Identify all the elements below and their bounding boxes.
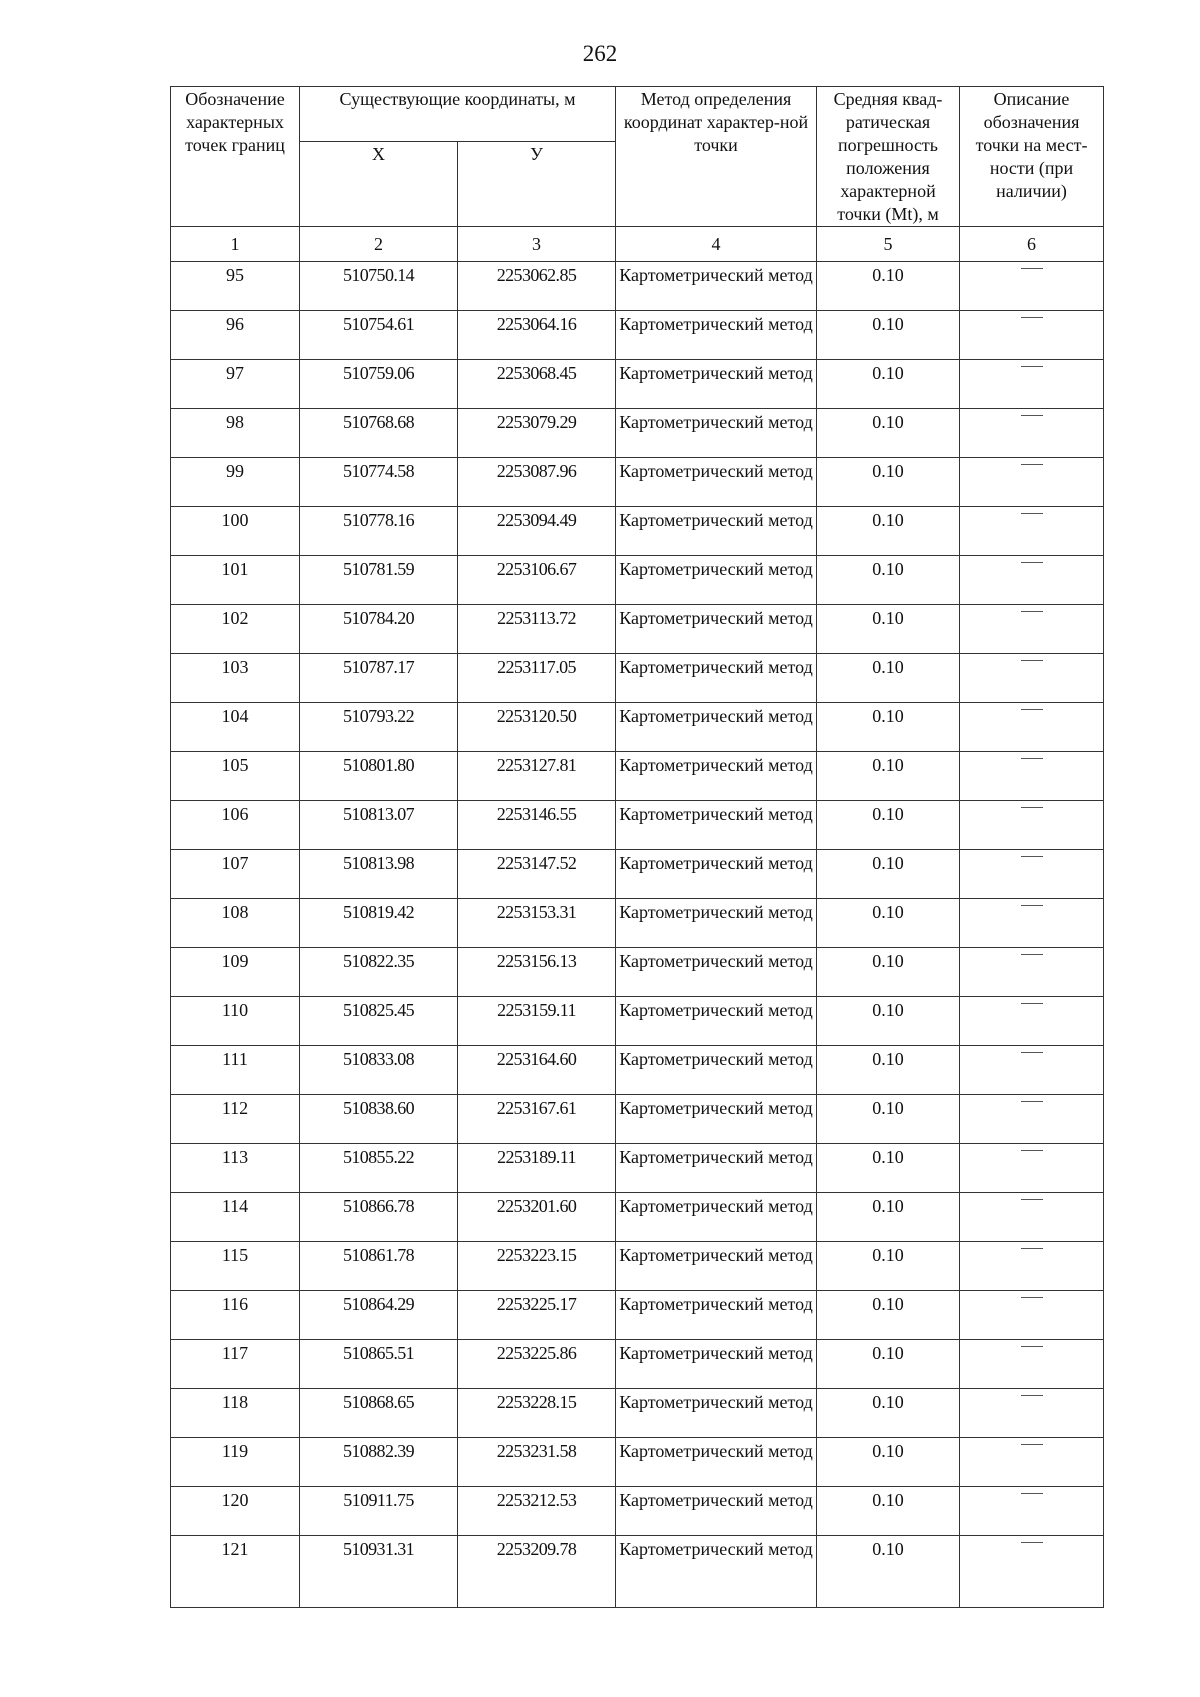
dash-mark bbox=[1021, 464, 1043, 465]
dash-mark bbox=[1021, 611, 1043, 612]
column-number: 4 bbox=[616, 227, 817, 262]
mt-value-cell: 0.10 bbox=[817, 409, 960, 458]
dash-mark bbox=[1021, 1003, 1043, 1004]
x-coordinate-cell: 510866.78 bbox=[300, 1193, 458, 1242]
x-coordinate-cell: 510865.51 bbox=[300, 1340, 458, 1389]
dash-mark bbox=[1021, 709, 1043, 710]
x-coordinate-cell: 510911.75 bbox=[300, 1487, 458, 1536]
point-number-cell: 103 bbox=[171, 654, 300, 703]
table-row bbox=[171, 1487, 1104, 1536]
description-cell bbox=[960, 850, 1104, 899]
description-cell bbox=[960, 1046, 1104, 1095]
mt-value-cell: 0.10 bbox=[817, 1242, 960, 1291]
point-number-cell: 119 bbox=[171, 1438, 300, 1487]
x-coordinate-cell: 510813.07 bbox=[300, 801, 458, 850]
y-coordinate-cell: 2253113.72 bbox=[458, 605, 616, 654]
table-row bbox=[171, 507, 1104, 556]
x-coordinate-cell: 510931.31 bbox=[300, 1536, 458, 1608]
y-coordinate-cell: 2253189.11 bbox=[458, 1144, 616, 1193]
method-cell: Картометрический метод bbox=[616, 948, 817, 997]
dash-mark bbox=[1021, 415, 1043, 416]
mt-value-cell: 0.10 bbox=[817, 507, 960, 556]
x-coordinate-cell: 510754.61 bbox=[300, 311, 458, 360]
method-cell: Картометрический метод bbox=[616, 360, 817, 409]
dash-mark bbox=[1021, 366, 1043, 367]
table-row bbox=[171, 1438, 1104, 1487]
y-coordinate-cell: 2253225.17 bbox=[458, 1291, 616, 1340]
mt-value-cell: 0.10 bbox=[817, 605, 960, 654]
dash-mark bbox=[1021, 1199, 1043, 1200]
description-cell bbox=[960, 899, 1104, 948]
y-coordinate-cell: 2253117.05 bbox=[458, 654, 616, 703]
method-cell: Картометрический метод bbox=[616, 801, 817, 850]
x-coordinate-cell: 510768.68 bbox=[300, 409, 458, 458]
dash-mark bbox=[1021, 1395, 1043, 1396]
y-coordinate-cell: 2253120.50 bbox=[458, 703, 616, 752]
dash-mark bbox=[1021, 660, 1043, 661]
method-cell: Картометрический метод bbox=[616, 752, 817, 801]
method-cell: Картометрический метод bbox=[616, 1193, 817, 1242]
point-number-cell: 108 bbox=[171, 899, 300, 948]
table-row bbox=[171, 801, 1104, 850]
y-coordinate-cell: 2253201.60 bbox=[458, 1193, 616, 1242]
mt-value-cell: 0.10 bbox=[817, 458, 960, 507]
dash-mark bbox=[1021, 1444, 1043, 1445]
x-coordinate-cell: 510801.80 bbox=[300, 752, 458, 801]
description-cell bbox=[960, 360, 1104, 409]
point-number-cell: 112 bbox=[171, 1095, 300, 1144]
point-number-cell: 114 bbox=[171, 1193, 300, 1242]
description-cell bbox=[960, 605, 1104, 654]
method-cell: Картометрический метод bbox=[616, 556, 817, 605]
table-row bbox=[171, 360, 1104, 409]
mt-value-cell: 0.10 bbox=[817, 1193, 960, 1242]
page-number: 262 bbox=[582, 41, 618, 66]
table-row bbox=[171, 1193, 1104, 1242]
mt-value-cell: 0.10 bbox=[817, 1487, 960, 1536]
table-row bbox=[171, 262, 1104, 311]
point-number-cell: 107 bbox=[171, 850, 300, 899]
point-number-cell: 100 bbox=[171, 507, 300, 556]
table-row bbox=[171, 1389, 1104, 1438]
mt-value-cell: 0.10 bbox=[817, 752, 960, 801]
point-number-cell: 96 bbox=[171, 311, 300, 360]
description-cell bbox=[960, 1340, 1104, 1389]
description-cell bbox=[960, 311, 1104, 360]
description-cell bbox=[960, 1291, 1104, 1340]
header-description: Описание обозначения точки на мест-ности (при наличии) bbox=[960, 87, 1104, 227]
point-number-cell: 95 bbox=[171, 262, 300, 311]
point-number-cell: 121 bbox=[171, 1536, 300, 1608]
point-number-cell: 111 bbox=[171, 1046, 300, 1095]
dash-mark bbox=[1021, 513, 1043, 514]
x-coordinate-cell: 510825.45 bbox=[300, 997, 458, 1046]
point-number-cell: 106 bbox=[171, 801, 300, 850]
mt-value-cell: 0.10 bbox=[817, 262, 960, 311]
y-coordinate-cell: 2253106.67 bbox=[458, 556, 616, 605]
description-cell bbox=[960, 458, 1104, 507]
table-row bbox=[171, 752, 1104, 801]
mt-value-cell: 0.10 bbox=[817, 1095, 960, 1144]
y-coordinate-cell: 2253094.49 bbox=[458, 507, 616, 556]
method-cell: Картометрический метод bbox=[616, 899, 817, 948]
method-cell: Картометрический метод bbox=[616, 1144, 817, 1193]
header-mean-square-error: Средняя квад-ратическая погрешность положения характерной точки (Mt), м bbox=[817, 87, 960, 227]
x-coordinate-cell: 510778.16 bbox=[300, 507, 458, 556]
point-number-cell: 102 bbox=[171, 605, 300, 654]
table-row bbox=[171, 556, 1104, 605]
dash-mark bbox=[1021, 317, 1043, 318]
point-number-cell: 109 bbox=[171, 948, 300, 997]
y-coordinate-cell: 2253228.15 bbox=[458, 1389, 616, 1438]
column-number: 1 bbox=[171, 227, 300, 262]
y-coordinate-cell: 2253223.15 bbox=[458, 1242, 616, 1291]
y-coordinate-cell: 2253146.55 bbox=[458, 801, 616, 850]
y-coordinate-cell: 2253087.96 bbox=[458, 458, 616, 507]
mt-value-cell: 0.10 bbox=[817, 1144, 960, 1193]
x-coordinate-cell: 510787.17 bbox=[300, 654, 458, 703]
x-coordinate-cell: 510750.14 bbox=[300, 262, 458, 311]
table-row bbox=[171, 458, 1104, 507]
x-coordinate-cell: 510822.35 bbox=[300, 948, 458, 997]
column-numbers-row bbox=[171, 227, 1104, 262]
table-row bbox=[171, 1291, 1104, 1340]
point-number-cell: 104 bbox=[171, 703, 300, 752]
dash-mark bbox=[1021, 1150, 1043, 1151]
method-cell: Картометрический метод bbox=[616, 703, 817, 752]
point-number-cell: 98 bbox=[171, 409, 300, 458]
dash-mark bbox=[1021, 268, 1043, 269]
point-number-cell: 105 bbox=[171, 752, 300, 801]
y-coordinate-cell: 2253068.45 bbox=[458, 360, 616, 409]
mt-value-cell: 0.10 bbox=[817, 1340, 960, 1389]
y-coordinate-cell: 2253064.16 bbox=[458, 311, 616, 360]
header-y: У bbox=[458, 142, 616, 227]
x-coordinate-cell: 510868.65 bbox=[300, 1389, 458, 1438]
table-row bbox=[171, 899, 1104, 948]
mt-value-cell: 0.10 bbox=[817, 703, 960, 752]
table-row bbox=[171, 1340, 1104, 1389]
method-cell: Картометрический метод bbox=[616, 507, 817, 556]
y-coordinate-cell: 2253209.78 bbox=[458, 1536, 616, 1608]
point-number-cell: 118 bbox=[171, 1389, 300, 1438]
mt-value-cell: 0.10 bbox=[817, 948, 960, 997]
x-coordinate-cell: 510793.22 bbox=[300, 703, 458, 752]
mt-value-cell: 0.10 bbox=[817, 1389, 960, 1438]
x-coordinate-cell: 510838.60 bbox=[300, 1095, 458, 1144]
dash-mark bbox=[1021, 954, 1043, 955]
description-cell bbox=[960, 997, 1104, 1046]
mt-value-cell: 0.10 bbox=[817, 1291, 960, 1340]
method-cell: Картометрический метод bbox=[616, 409, 817, 458]
y-coordinate-cell: 2253225.86 bbox=[458, 1340, 616, 1389]
x-coordinate-cell: 510819.42 bbox=[300, 899, 458, 948]
x-coordinate-cell: 510759.06 bbox=[300, 360, 458, 409]
point-number-cell: 110 bbox=[171, 997, 300, 1046]
dash-mark bbox=[1021, 1101, 1043, 1102]
x-coordinate-cell: 510813.98 bbox=[300, 850, 458, 899]
description-cell bbox=[960, 1193, 1104, 1242]
table-row bbox=[171, 1242, 1104, 1291]
table-row bbox=[171, 1536, 1104, 1608]
method-cell: Картометрический метод bbox=[616, 311, 817, 360]
table-row bbox=[171, 703, 1104, 752]
method-cell: Картометрический метод bbox=[616, 605, 817, 654]
point-number-cell: 97 bbox=[171, 360, 300, 409]
method-cell: Картометрический метод bbox=[616, 1095, 817, 1144]
x-coordinate-cell: 510882.39 bbox=[300, 1438, 458, 1487]
description-cell bbox=[960, 1438, 1104, 1487]
table-row bbox=[171, 948, 1104, 997]
point-number-cell: 101 bbox=[171, 556, 300, 605]
dash-mark bbox=[1021, 758, 1043, 759]
y-coordinate-cell: 2253164.60 bbox=[458, 1046, 616, 1095]
mt-value-cell: 0.10 bbox=[817, 997, 960, 1046]
point-number-cell: 117 bbox=[171, 1340, 300, 1389]
y-coordinate-cell: 2253231.58 bbox=[458, 1438, 616, 1487]
mt-value-cell: 0.10 bbox=[817, 360, 960, 409]
mt-value-cell: 0.10 bbox=[817, 311, 960, 360]
description-cell bbox=[960, 1389, 1104, 1438]
header-method: Метод определения координат характер-ной точки bbox=[616, 87, 817, 227]
description-cell bbox=[960, 1242, 1104, 1291]
method-cell: Картометрический метод bbox=[616, 262, 817, 311]
method-cell: Картометрический метод bbox=[616, 1487, 817, 1536]
column-number: 2 bbox=[300, 227, 458, 262]
method-cell: Картометрический метод bbox=[616, 1389, 817, 1438]
method-cell: Картометрический метод bbox=[616, 1046, 817, 1095]
table-row bbox=[171, 409, 1104, 458]
description-cell bbox=[960, 948, 1104, 997]
description-cell bbox=[960, 1095, 1104, 1144]
y-coordinate-cell: 2253079.29 bbox=[458, 409, 616, 458]
point-number-cell: 116 bbox=[171, 1291, 300, 1340]
dash-mark bbox=[1021, 807, 1043, 808]
dash-mark bbox=[1021, 905, 1043, 906]
table-row bbox=[171, 1095, 1104, 1144]
dash-mark bbox=[1021, 1542, 1043, 1543]
mt-value-cell: 0.10 bbox=[817, 1536, 960, 1608]
table-row bbox=[171, 1046, 1104, 1095]
x-coordinate-cell: 510864.29 bbox=[300, 1291, 458, 1340]
dash-mark bbox=[1021, 1052, 1043, 1053]
y-coordinate-cell: 2253062.85 bbox=[458, 262, 616, 311]
y-coordinate-cell: 2253212.53 bbox=[458, 1487, 616, 1536]
method-cell: Картометрический метод bbox=[616, 850, 817, 899]
description-cell bbox=[960, 1144, 1104, 1193]
column-number: 5 bbox=[817, 227, 960, 262]
mt-value-cell: 0.10 bbox=[817, 556, 960, 605]
column-number: 6 bbox=[960, 227, 1104, 262]
description-cell bbox=[960, 654, 1104, 703]
point-number-cell: 115 bbox=[171, 1242, 300, 1291]
mt-value-cell: 0.10 bbox=[817, 801, 960, 850]
header-point-designation: Обозначение характерных точек границ bbox=[171, 87, 300, 227]
y-coordinate-cell: 2253127.81 bbox=[458, 752, 616, 801]
y-coordinate-cell: 2253153.31 bbox=[458, 899, 616, 948]
description-cell bbox=[960, 1536, 1104, 1608]
dash-mark bbox=[1021, 856, 1043, 857]
table-row bbox=[171, 605, 1104, 654]
point-number-cell: 113 bbox=[171, 1144, 300, 1193]
column-number: 3 bbox=[458, 227, 616, 262]
point-number-cell: 120 bbox=[171, 1487, 300, 1536]
method-cell: Картометрический метод bbox=[616, 458, 817, 507]
x-coordinate-cell: 510861.78 bbox=[300, 1242, 458, 1291]
dash-mark bbox=[1021, 1493, 1043, 1494]
method-cell: Картометрический метод bbox=[616, 1340, 817, 1389]
method-cell: Картометрический метод bbox=[616, 997, 817, 1046]
coordinates-table bbox=[170, 86, 1104, 1608]
description-cell bbox=[960, 703, 1104, 752]
header-x: X bbox=[300, 142, 458, 227]
table-body bbox=[171, 262, 1104, 1608]
y-coordinate-cell: 2253167.61 bbox=[458, 1095, 616, 1144]
mt-value-cell: 0.10 bbox=[817, 1046, 960, 1095]
mt-value-cell: 0.10 bbox=[817, 850, 960, 899]
point-number-cell: 99 bbox=[171, 458, 300, 507]
header-existing-coordinates: Существующие координаты, м bbox=[300, 87, 616, 142]
description-cell bbox=[960, 556, 1104, 605]
method-cell: Картометрический метод bbox=[616, 654, 817, 703]
method-cell: Картометрический метод bbox=[616, 1438, 817, 1487]
dash-mark bbox=[1021, 1346, 1043, 1347]
description-cell bbox=[960, 262, 1104, 311]
mt-value-cell: 0.10 bbox=[817, 899, 960, 948]
table-row bbox=[171, 654, 1104, 703]
x-coordinate-cell: 510774.58 bbox=[300, 458, 458, 507]
table-row bbox=[171, 850, 1104, 899]
description-cell bbox=[960, 1487, 1104, 1536]
method-cell: Картометрический метод bbox=[616, 1242, 817, 1291]
mt-value-cell: 0.10 bbox=[817, 1438, 960, 1487]
y-coordinate-cell: 2253159.11 bbox=[458, 997, 616, 1046]
table-row bbox=[171, 311, 1104, 360]
description-cell bbox=[960, 752, 1104, 801]
dash-mark bbox=[1021, 1297, 1043, 1298]
description-cell bbox=[960, 801, 1104, 850]
y-coordinate-cell: 2253156.13 bbox=[458, 948, 616, 997]
method-cell: Картометрический метод bbox=[616, 1291, 817, 1340]
mt-value-cell: 0.10 bbox=[817, 654, 960, 703]
table-row bbox=[171, 997, 1104, 1046]
dash-mark bbox=[1021, 1248, 1043, 1249]
x-coordinate-cell: 510781.59 bbox=[300, 556, 458, 605]
description-cell bbox=[960, 409, 1104, 458]
x-coordinate-cell: 510855.22 bbox=[300, 1144, 458, 1193]
x-coordinate-cell: 510833.08 bbox=[300, 1046, 458, 1095]
description-cell bbox=[960, 507, 1104, 556]
dash-mark bbox=[1021, 562, 1043, 563]
method-cell: Картометрический метод bbox=[616, 1536, 817, 1608]
x-coordinate-cell: 510784.20 bbox=[300, 605, 458, 654]
table-row bbox=[171, 1144, 1104, 1193]
y-coordinate-cell: 2253147.52 bbox=[458, 850, 616, 899]
